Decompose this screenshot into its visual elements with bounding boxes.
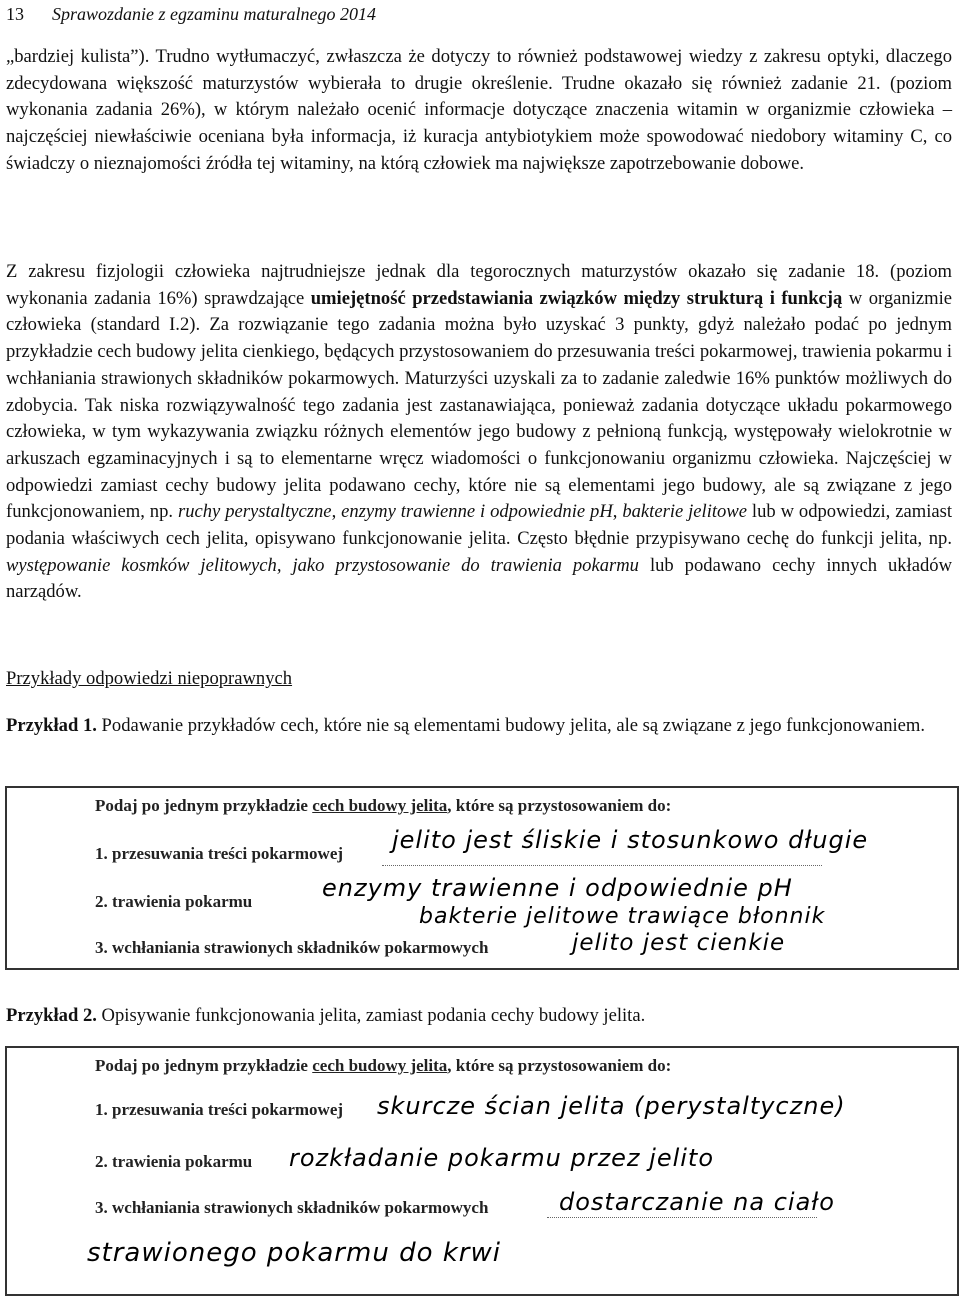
answer-1-handwriting-2a: enzymy trawienne i odpowiednie pH [322, 874, 793, 902]
para2-bold-skill: umiejętność przedstawiania związków między strukturą i funkcją [310, 287, 843, 309]
section-heading [6, 666, 952, 693]
running-title: Sprawozdanie z egzaminu maturalnego 2014 [52, 4, 376, 24]
answer-2-prompt: Podaj po jednym przykładzie cech budowy jelita, które są przystosowaniem do: [95, 1056, 672, 1075]
example-1-caption [6, 713, 952, 740]
answer-2-dotline-3 [547, 1216, 817, 1218]
page-header [6, 4, 376, 25]
answer-scan-2 [5, 1046, 959, 1296]
para2-example-1: ruchy perystaltyczne [177, 501, 332, 523]
answer-2-handwriting-3: dostarczanie na ciało [559, 1188, 835, 1216]
paragraph-2-text [6, 259, 952, 606]
answer-1-handwriting-3: jelito jest cienkie [572, 930, 786, 956]
answer-2-handwriting-1: skurcze ścian jelita (perystaltyczne) [377, 1092, 846, 1120]
answer-2-item-1: 1. przesuwania treści pokarmowej [95, 1100, 344, 1119]
answer-1-dotline-1 [382, 864, 822, 866]
answer-1-handwriting-2b: bakterie jelitowe trawiące błonnik [419, 904, 826, 929]
paragraph-1-text: „bardziej kulista”). Trudno wytłumaczyć, zwłaszcza że dotyczy to również podstawowej wiedzy z zakresu optyki, dlaczego zdecydowana większość maturzystów wybierała to drugie określenie. Trudne okazało się również zadanie 21. (poziom wykonania zadania 26%), w którym należało ocenić informacje dotyczące znaczenia witamin w organizmie człowieka – najczęściej niewłaściwie oceniana była informacja, iż kuracja antybiotykiem może spowodować niedobory witaminy C, co świadczy o nieznajomości źródła tej witaminy, na którą człowiek ma największe zapotrzebowanie dobowe. [6, 46, 952, 174]
example-2-caption [6, 1003, 952, 1030]
para2-part3: , [331, 501, 342, 523]
example-1-text: Podawanie przykładów cech, które nie są elementami budowy jelita, ale są związane z jego funkcjonowaniem. [96, 715, 926, 736]
page-number: 13 [6, 4, 24, 24]
para2-part6: lub podawano cechy innych układów narządów. [6, 554, 952, 603]
answer-1-item-3: 3. wchłaniania strawionych składników pokarmowych [95, 938, 489, 957]
example-2-text: Opisywanie funkcjonowania jelita, zamiast podania cechy budowy jelita. [96, 1005, 646, 1026]
answer-scan-1 [5, 786, 959, 970]
paragraph-2 [6, 259, 952, 606]
answer-1-item-1: 1. przesuwania treści pokarmowej [95, 844, 344, 863]
para2-part2: w organizmie człowieka (standard I.2). Za rozwiązanie tego zadania można było uzyskać 3 punkty, gdyż należało podać po jednym przykładzie cech budowy jelita cienkiego, będących przystosowaniem do przesuwania treści pokarmowej, trawienia pokarmu i wchłaniania strawionych składników pokarmowych. Maturzyści uzyskali za to zadanie zaledwie 16% punktów możliwych do zdobycia. Tak niska rozwiązywalność tego zadania jest zastanawiająca, ponieważ zadania dotyczące układu pokarmowego człowieka, w tym wykazywania związku różnych elementów jego budowy z pełnioną funkcją, występowały wielokrotnie w arkuszach egzaminacyjnych i są to elementarne wręcz wiadomości o funkcjonowaniu organizmu człowieka. Najczęściej w odpowiedzi zamiast cechy budowy jelita podawano cechy, które nie są elementami jego budowy, ale są związane z jego funkcjonowaniem, np. [6, 287, 953, 523]
para2-example-2: enzymy trawienne i odpowiednie pH [341, 501, 613, 523]
example-1-label: Przykład 1. [6, 715, 97, 736]
section-heading-text: Przykłady odpowiedzi niepoprawnych [6, 668, 293, 689]
para2-part5: lub w odpowiedzi, zamiast podania właściwych cech jelita, opisywano funkcjonowanie jelita. Często błędnie przypisywano cechę do funkcji jelita, np. [6, 501, 953, 550]
answer-1-handwriting-1: jelito jest śliskie i stosunkowo długie [392, 826, 869, 854]
para2-part4: , [612, 501, 623, 523]
para2-part1: Z zakresu fizjologii człowieka najtrudniejsze jednak dla tegorocznych maturzystów okazało się zadanie 18. (poziom wykonania zadania 16%) sprawdzające [6, 261, 952, 309]
answer-2-item-3: 3. wchłaniania strawionych składników pokarmowych [95, 1198, 489, 1217]
answer-2-handwriting-4: strawionego pokarmu do krwi [87, 1238, 501, 1268]
answer-1-item-2: 2. trawienia pokarmu [95, 892, 253, 911]
example-2-label: Przykład 2. [6, 1005, 97, 1026]
para2-example-4: występowanie kosmków jelitowych, jako przystosowanie do trawienia pokarmu [6, 554, 639, 576]
para2-example-3: bakterie jelitowe [622, 501, 748, 523]
answer-2-item-2: 2. trawienia pokarmu [95, 1152, 253, 1171]
answer-2-handwriting-2: rozkładanie pokarmu przez jelito [289, 1144, 715, 1172]
paragraph-1 [6, 44, 952, 178]
answer-1-prompt: Podaj po jednym przykładzie cech budowy jelita, które są przystosowaniem do: [95, 796, 672, 815]
